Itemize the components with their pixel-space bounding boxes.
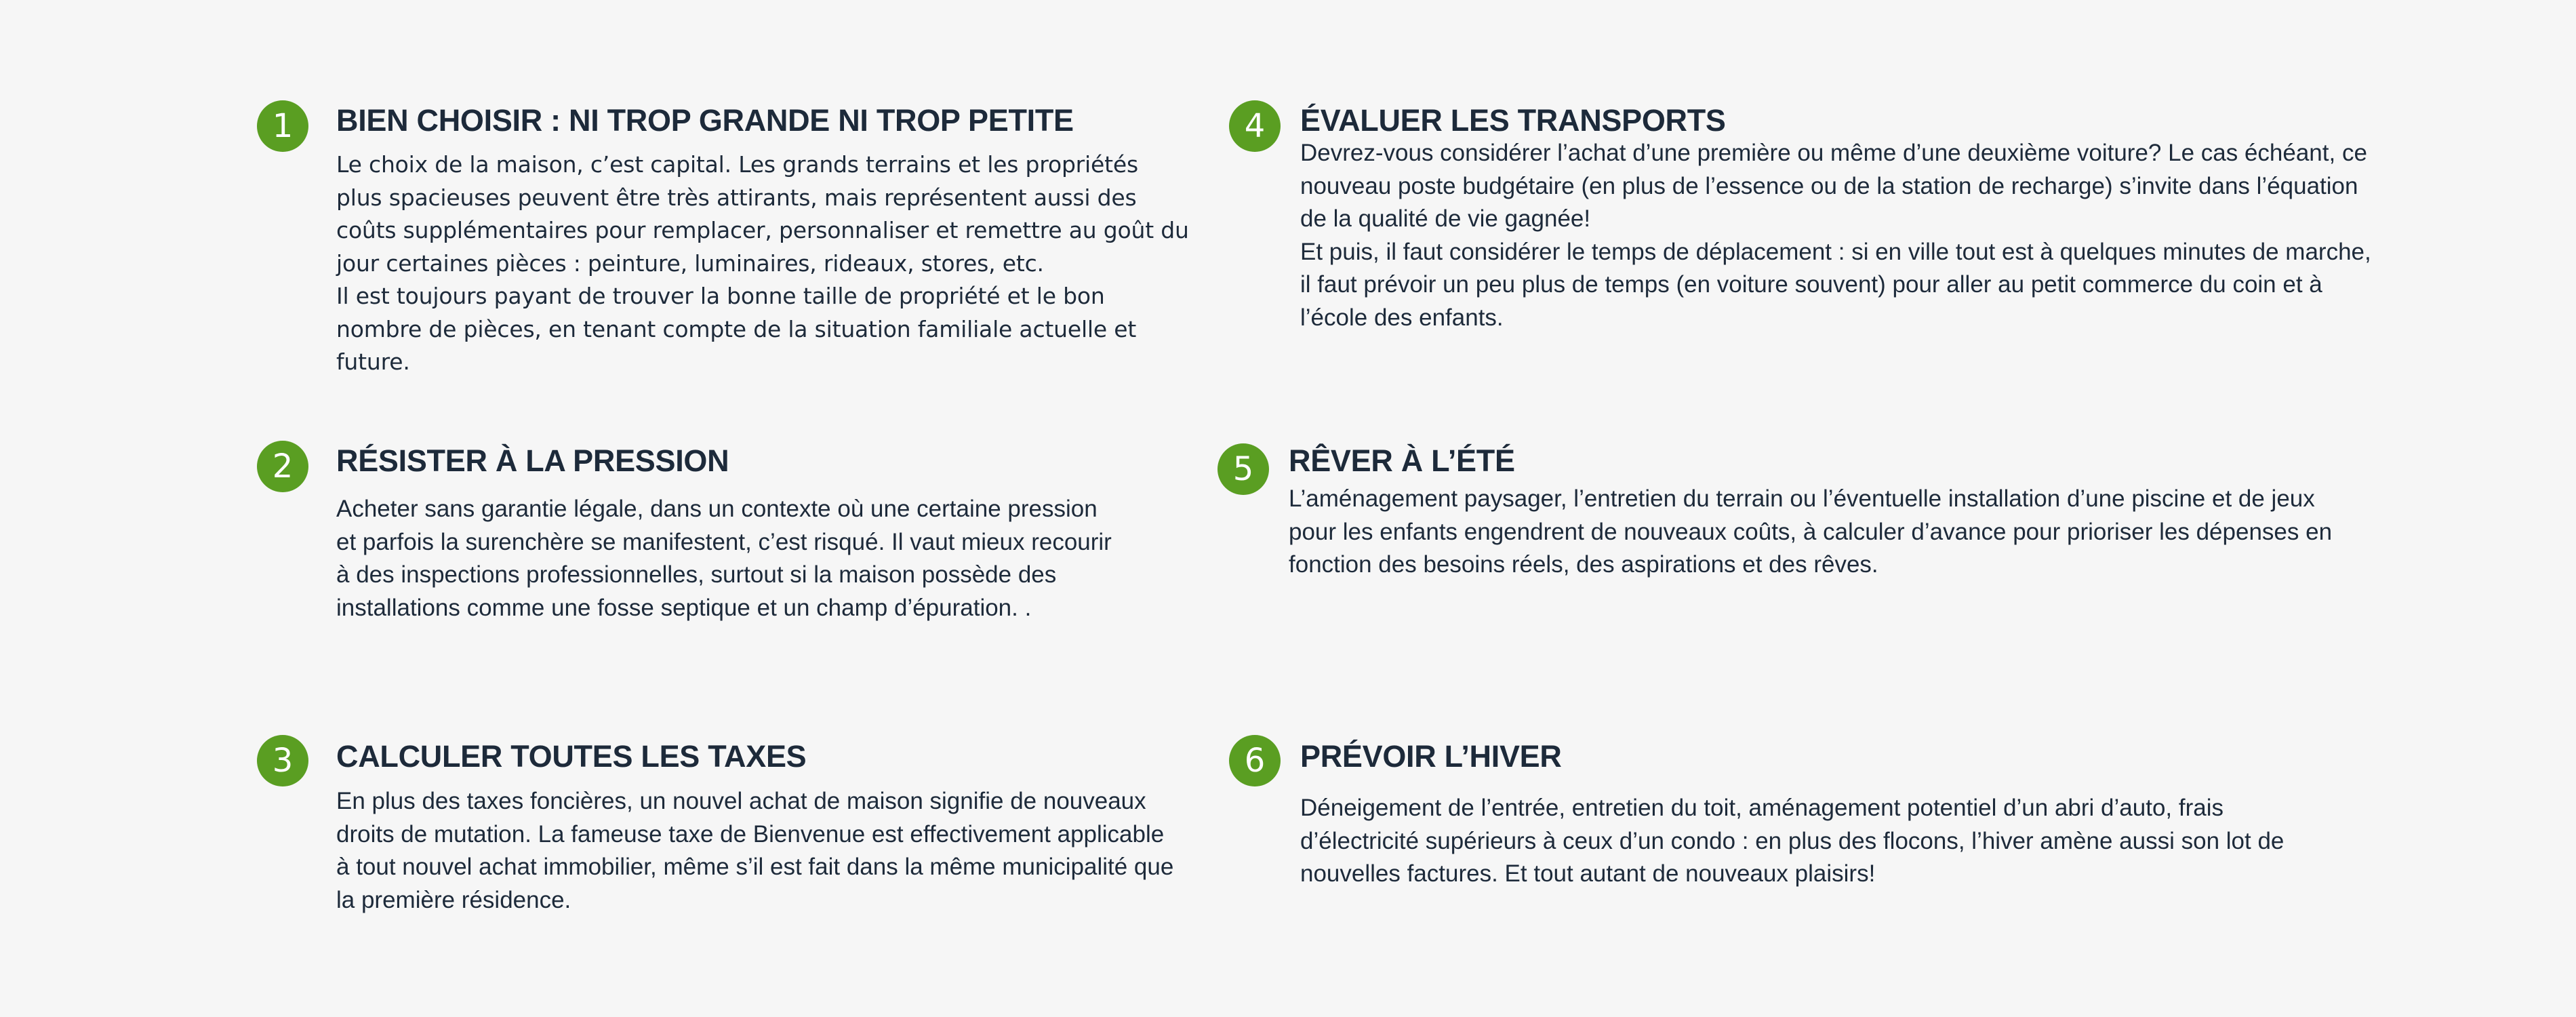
step-number-badge: 6 — [1229, 735, 1281, 786]
section-paragraph: Devrez-vous considérer l’achat d’une première ou même d’une deuxième voiture? Le cas échéant, ce nouveau poste budgétaire (en plus de l’essence ou de la station de recharge) s’invite dans l’équation de la qualité de vie gagnée! — [1300, 140, 2367, 232]
section-paragraph: Et puis, il faut considérer le temps de déplacement : si en ville tout est à quelques minutes de marche, il faut prévoir un peu plus de temps (en voiture souvent) pour aller au petit commerce du coin et à l’école des enfants. — [1300, 238, 2371, 331]
section-body — [1300, 792, 2317, 891]
step-number-badge: 4 — [1229, 100, 1281, 152]
section-title: RÊVER À L’ÉTÉ — [1289, 443, 1515, 478]
step-number-badge: 5 — [1217, 443, 1269, 495]
section-paragraph: Le choix de la maison, c’est capital. Les grands terrains et les propriétés plus spacieuses peuvent être très attirants, mais représentent aussi des coûts supplémentaires pour remplacer, personnaliser et remettre au goût du jour certaines pièces : peinture, luminaires, rideaux, stores, etc. — [336, 151, 1189, 277]
section-paragraph: En plus des taxes foncières, un nouvel achat de maison signifie de nouveaux droits de mutation. La fameuse taxe de Bienvenue est effectivement applicable à tout nouvel achat immobilier, même s’il est fait dans la même municipalité que la première résidence. — [336, 788, 1174, 913]
step-number-badge: 3 — [257, 735, 308, 786]
section-title: RÉSISTER À LA PRESSION — [336, 443, 729, 478]
section-body — [336, 148, 1190, 379]
section-paragraph: Acheter sans garantie légale, dans un contexte où une certaine pression et parfois la surenchère se manifestent, c’est risqué. Il vaut mieux recourir à des inspections professionnelles, surtout si la maison possède des installations comme une fosse septique et un champ d’épuration. . — [336, 496, 1112, 621]
section-body — [1289, 483, 2346, 582]
section-title: BIEN CHOISIR : NI TROP GRANDE NI TROP PETITE — [336, 103, 1074, 138]
section-title: PRÉVOIR L’HIVER — [1300, 739, 1562, 774]
section-body — [336, 785, 1177, 917]
step-number-badge: 2 — [257, 441, 308, 492]
section-body — [336, 493, 1123, 624]
section-paragraph: L’aménagement paysager, l’entretien du terrain ou l’éventuelle installation d’une piscine et de jeux pour les enfants engendrent de nouveaux coûts, à calculer d’avance pour prioriser les dépenses en fonction des besoins réels, des aspirations et des rêves. — [1289, 485, 2333, 578]
section-paragraph: Il est toujours payant de trouver la bonne taille de propriété et le bon nombre de pièces, en tenant compte de la situation familiale actuelle et future. — [336, 283, 1137, 375]
section-title: CALCULER TOUTES LES TAXES — [336, 739, 807, 774]
section-body — [1300, 137, 2371, 334]
step-number-badge: 1 — [257, 100, 308, 152]
section-paragraph: Déneigement de l’entrée, entretien du toit, aménagement potentiel d’un abri d’auto, frais d’électricité supérieurs à ceux d’un condo : en plus des flocons, l’hiver amène aussi son lot de nouvelles factures. Et tout autant de nouveaux plaisirs! — [1300, 795, 2285, 887]
section-title: ÉVALUER LES TRANSPORTS — [1300, 103, 1726, 138]
